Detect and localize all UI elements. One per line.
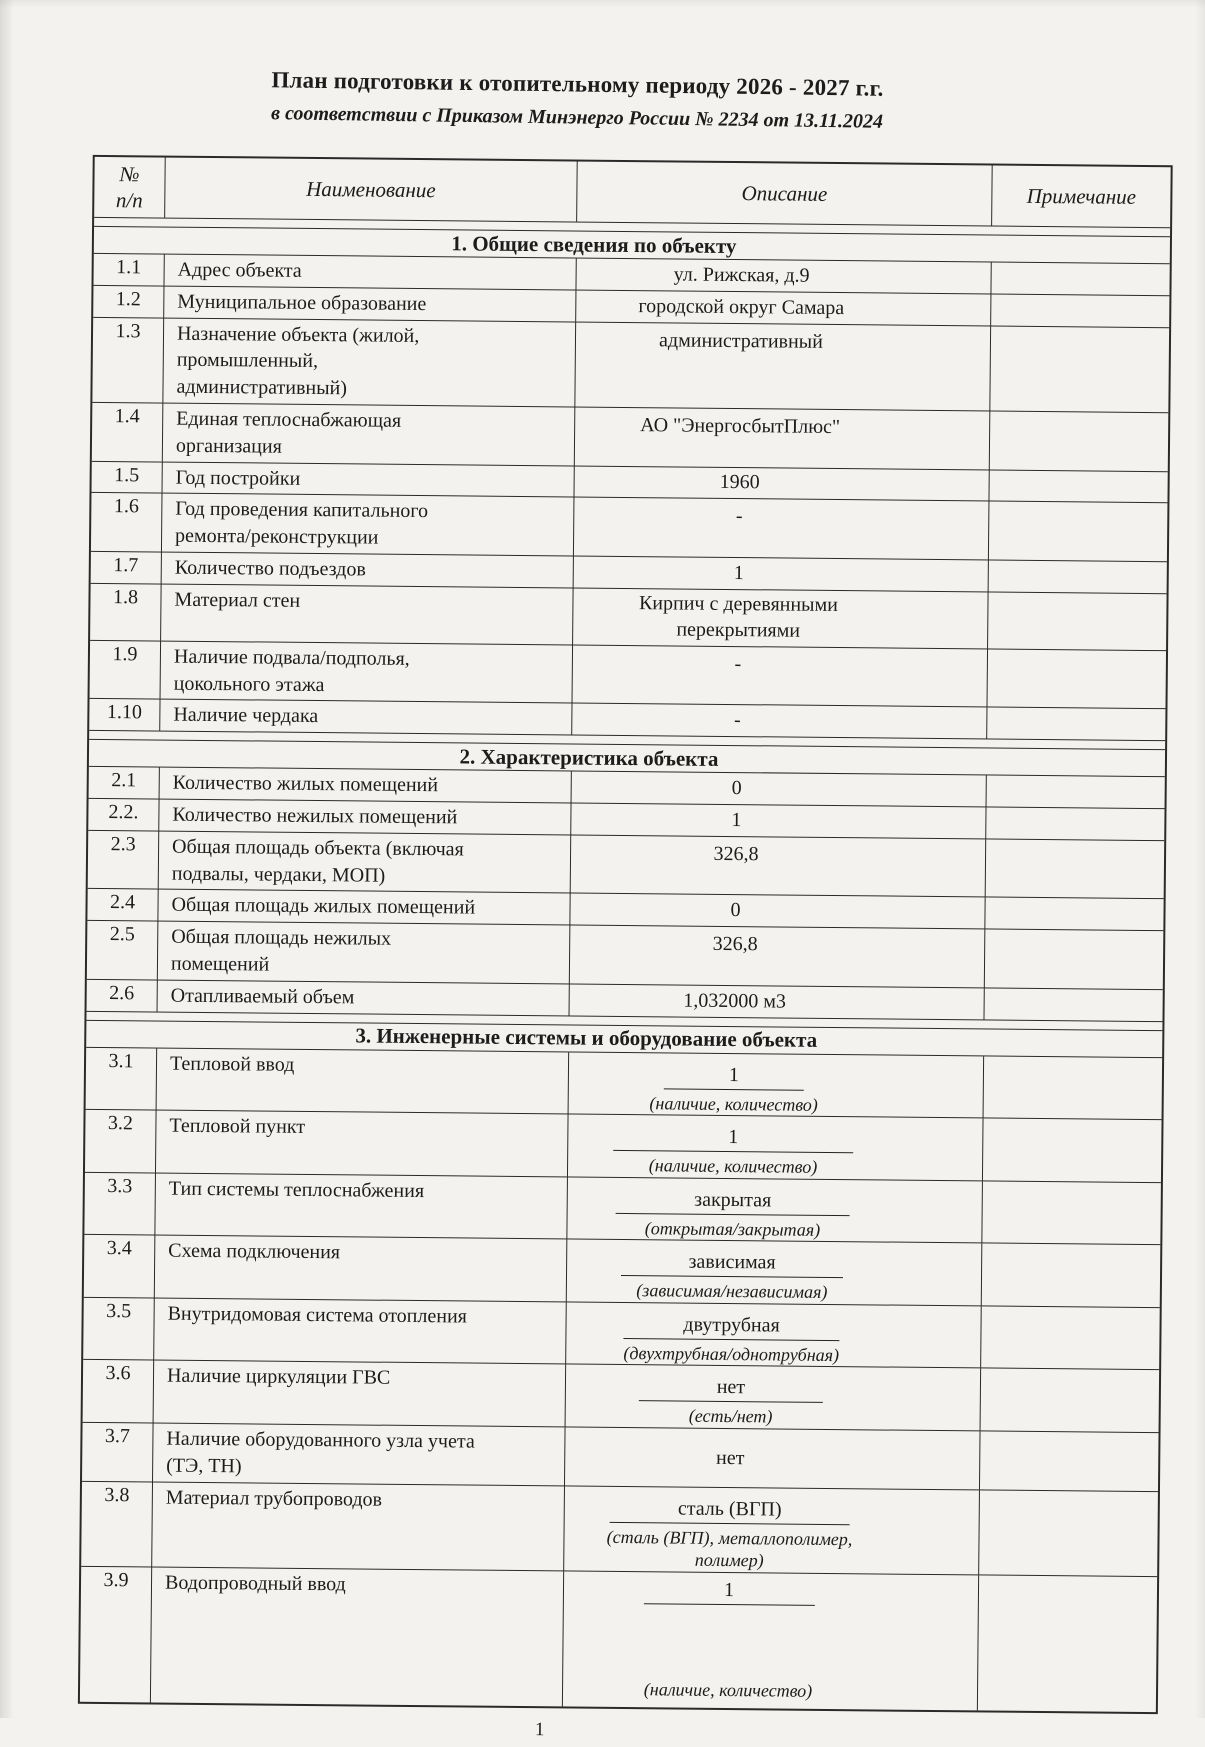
column-header-name: Наименование: [164, 158, 577, 222]
row-name: Количество жилых помещений: [159, 768, 571, 803]
section-header-label: 2. Характеристика объекта: [459, 744, 719, 771]
value-underline: 1: [643, 1576, 814, 1606]
row-note: [985, 807, 1164, 840]
row-note: [983, 1056, 1163, 1119]
row-num: 3.2: [107, 1112, 134, 1135]
row-value: -: [735, 505, 743, 528]
row-value-cell: [562, 1571, 978, 1710]
row-name: Общая площадь жилых помещений: [157, 890, 569, 925]
row-name: Наличие подвала/подполья, цокольного этажа: [160, 641, 573, 703]
row-num: 3.7: [104, 1424, 131, 1448]
table-row: [85, 1109, 1162, 1182]
row-value-cell: [565, 1302, 981, 1367]
table-row: [84, 1172, 1161, 1245]
row-name: Количество подъездов: [161, 553, 573, 588]
row-value: 0: [730, 899, 741, 922]
row-value-cell: [575, 259, 990, 294]
row-value: ул. Рижская, д.9: [673, 263, 810, 287]
row-value: городской округ Самара: [638, 294, 845, 319]
column-header-num: № п/п: [115, 161, 143, 213]
table-row: [92, 402, 1169, 471]
row-name: Количество нежилых помещений: [158, 799, 570, 834]
row-value: 1: [733, 561, 744, 584]
row-num: 3.4: [106, 1237, 132, 1260]
page-title: План подготовки к отопительному периоду 2026 - 2027 г.г.: [271, 67, 884, 101]
row-value: 326,8: [712, 932, 758, 956]
row-value-cell: [568, 1052, 984, 1117]
table-row: [92, 316, 1169, 412]
page-number: 1: [534, 1718, 545, 1740]
row-value: 1960: [719, 471, 760, 494]
row-value: АО "ЭнергосбытПлюс": [640, 414, 841, 439]
row-num: 2.6: [109, 982, 135, 1005]
row-value-cell: [569, 894, 984, 929]
value-underline: сталь (ВГП): [609, 1494, 850, 1524]
row-name: Внутридомовая система отопления: [153, 1298, 566, 1363]
table-row: [82, 1422, 1159, 1491]
value-hint: (наличие, количество): [649, 1093, 818, 1115]
table-row: [84, 1234, 1161, 1307]
row-note: [977, 1575, 1157, 1712]
value-hint: (двухтрубная/однотрубная): [623, 1342, 840, 1366]
row-value-cell: [572, 645, 988, 707]
row-num: 3.6: [105, 1362, 131, 1385]
value-hint: (открытая/закрытая): [644, 1218, 821, 1240]
row-name: Единая теплоснабжающая организация: [162, 404, 575, 466]
row-num: 2.3: [110, 832, 136, 856]
row-num: 2.5: [109, 923, 135, 946]
row-note: [983, 989, 1162, 1022]
row-num: 2.2.: [108, 800, 139, 824]
row-value-cell: [573, 498, 989, 560]
row-value-cell: [566, 1177, 982, 1242]
row-value-cell: [571, 772, 986, 807]
row-value: -: [734, 652, 742, 675]
row-value-cell: [564, 1427, 980, 1489]
row-num: 3.3: [107, 1174, 133, 1198]
row-note: [981, 1244, 1161, 1307]
column-header-description: Описание: [576, 162, 992, 226]
row-value: 1,032000 м3: [683, 989, 787, 1013]
section-header-label: 1. Общие сведения по объекту: [451, 230, 737, 258]
row-value-cell: [574, 407, 990, 469]
row-num: 1.4: [114, 405, 140, 428]
table-row: [88, 830, 1165, 899]
row-num: 1.3: [115, 319, 141, 342]
value-hint: (наличие, количество): [643, 1679, 813, 1701]
row-num: 2.4: [109, 891, 136, 914]
row-value-cell: [573, 556, 988, 591]
row-note: [985, 839, 1165, 898]
row-num: 3.1: [108, 1049, 134, 1073]
row-value-cell: [574, 322, 990, 410]
row-note: [990, 294, 1169, 327]
row-num: 2.1: [111, 769, 137, 792]
row-value: 326,8: [713, 842, 759, 866]
document-table: [78, 155, 1173, 1714]
row-value-cell: [575, 290, 990, 325]
row-num: 1.1: [116, 256, 142, 279]
row-num: 1.8: [112, 585, 139, 609]
row-note: [988, 470, 1167, 503]
row-value: 1: [731, 808, 742, 831]
row-name: Материал трубопроводов: [151, 1482, 564, 1570]
row-value-cell: [569, 926, 985, 988]
row-name: Назначение объекта (жилой, промышленный, административный): [162, 318, 575, 406]
row-note: [984, 898, 1163, 931]
row-name: Общая площадь нежилых помещений: [157, 922, 570, 984]
section-header-label: 3. Инженерные системы и оборудование объекта: [355, 1023, 818, 1053]
value-hint: (зависимая/независимая): [636, 1280, 828, 1303]
row-value: 0: [731, 776, 742, 800]
row-note: [989, 411, 1169, 470]
row-note: [982, 1119, 1162, 1182]
row-value: нет: [715, 1446, 745, 1469]
row-name: Муниципальное образование: [163, 286, 575, 321]
row-value-cell: [570, 803, 985, 838]
row-note: [987, 592, 1167, 650]
row-name: Схема подключения: [154, 1236, 567, 1301]
value-underline: двутрубная: [624, 1311, 840, 1341]
row-note: [986, 776, 1165, 809]
row-name: Тепловой пункт: [155, 1111, 568, 1176]
table-row: [83, 1359, 1160, 1432]
row-value-cell: [565, 1365, 981, 1430]
row-note: [978, 1490, 1158, 1576]
row-note: [980, 1306, 1160, 1369]
value-hint: (сталь (ВГП), металлополимер, полимер): [606, 1526, 853, 1571]
row-num: 1.9: [112, 642, 138, 666]
row-name: Материал стен: [160, 584, 573, 644]
table-row: [80, 1565, 1157, 1711]
row-num: 3.5: [106, 1299, 132, 1323]
row-name: Водопроводный ввод: [150, 1567, 563, 1706]
row-value-cell: [566, 1240, 982, 1305]
row-num: 3.8: [104, 1483, 130, 1506]
table-header-row: [94, 157, 1171, 227]
row-value-cell: [572, 588, 988, 648]
row-name: Тепловой ввод: [156, 1048, 569, 1113]
row-num: 1.2: [115, 287, 141, 311]
row-num: 1.7: [113, 554, 139, 577]
row-note: [980, 1369, 1160, 1432]
table-row: [81, 1480, 1158, 1575]
row-value-cell: [563, 1486, 979, 1574]
row-value-cell: [571, 704, 986, 739]
table-row: [90, 583, 1166, 650]
row-name: Наличие циркуляции ГВС: [153, 1361, 566, 1426]
row-name: Год проведения капитального ремонта/реконструкции: [161, 494, 574, 556]
value-underline: нет: [639, 1374, 823, 1404]
row-note: [984, 930, 1164, 990]
value-underline: 1: [664, 1061, 803, 1090]
column-header-note: Примечание: [991, 165, 1171, 227]
value-underline: закрытая: [615, 1186, 850, 1216]
table-row: [86, 1047, 1163, 1120]
row-value: административный: [658, 328, 823, 353]
row-value-cell: [570, 835, 986, 897]
row-note: [989, 326, 1169, 412]
value-underline: 1: [613, 1123, 854, 1153]
value-hint: (наличие, количество): [648, 1155, 818, 1178]
row-num: 3.9: [103, 1568, 129, 1591]
row-value-cell: [573, 466, 988, 501]
table-row: [83, 1297, 1160, 1370]
row-name: Наличие оборудованного узла учета (ТЭ, ТН): [152, 1423, 565, 1485]
row-num: 1.5: [114, 463, 140, 486]
row-num: 1.6: [113, 495, 139, 518]
row-name: Общая площадь объекта (включая подвалы, чердаки, МОП): [158, 831, 571, 893]
page-subtitle: в соответствии с Приказом Минэнерго России № 2234 от 13.11.2024: [270, 102, 884, 133]
row-value-cell: [569, 985, 984, 1020]
row-name: Тип системы теплоснабжения: [154, 1173, 567, 1238]
row-name: Отапливаемый объем: [157, 981, 569, 1016]
table-row: [87, 920, 1164, 989]
row-value: -: [733, 709, 741, 732]
row-num: 1.10: [106, 701, 142, 724]
row-note: [990, 262, 1169, 295]
row-note: [988, 560, 1167, 593]
row-note: [986, 708, 1165, 741]
row-name: Наличие чердака: [159, 700, 571, 735]
row-name: Год постройки: [162, 462, 574, 497]
row-name: Адрес объекта: [163, 255, 575, 290]
document-header: [62, 64, 1093, 136]
row-note: [979, 1431, 1159, 1490]
row-note: [986, 649, 1166, 708]
table-row: [90, 640, 1167, 709]
row-note: [981, 1181, 1161, 1244]
value-hint: (есть/нет): [688, 1406, 773, 1427]
value-underline: зависимая: [621, 1248, 843, 1278]
table-row: [91, 492, 1168, 561]
row-value: Кирпич с деревянными перекрытиями: [638, 591, 839, 642]
row-note: [988, 502, 1168, 561]
row-value-cell: [567, 1115, 983, 1180]
